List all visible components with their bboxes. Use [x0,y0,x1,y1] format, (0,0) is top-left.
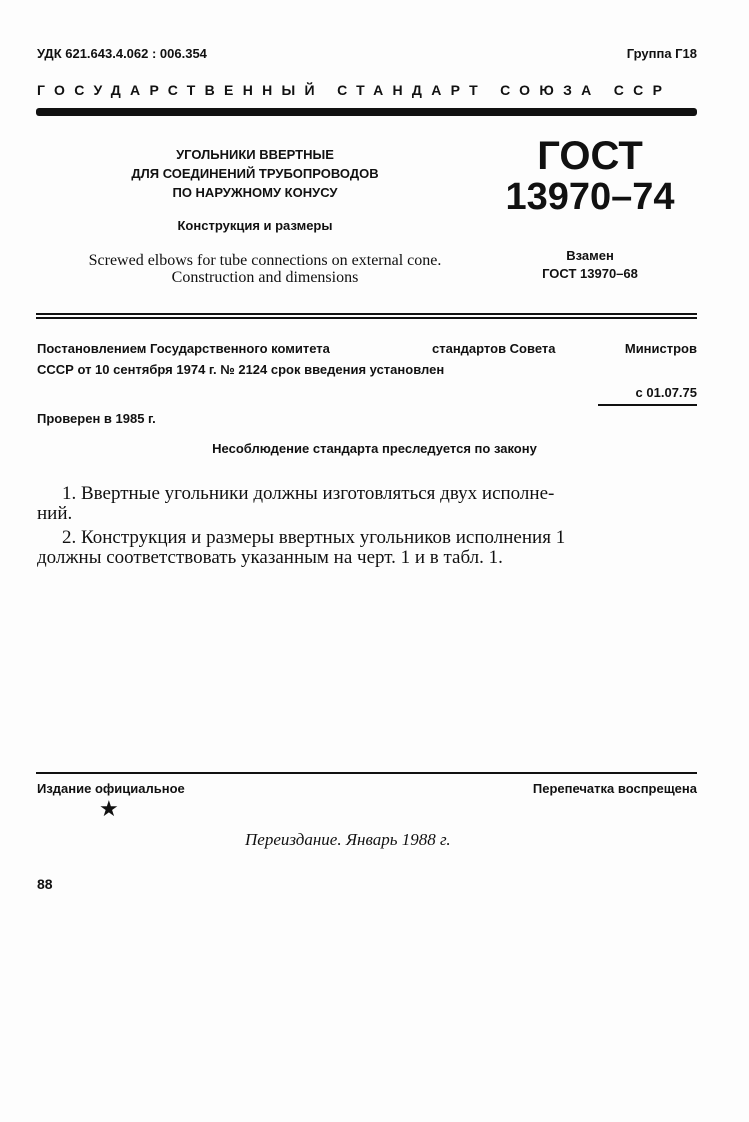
decree-part3: Министров [624,341,697,356]
double-rule-top [36,313,697,315]
gost-number: 13970–74 [505,176,675,218]
checked-note: Проверен в 1985 г. [37,411,156,426]
standard-banner: ГОСУДАРСТВЕННЫЙ СТАНДАРТ СОЮЗА ССР [37,82,672,98]
subtitle: Конструкция и размеры [177,218,333,233]
double-rule-bottom [36,317,697,319]
decree-line2: СССР от 10 сентября 1974 г. № 2124 срок введения установлен [37,362,445,377]
replaces-label: Взамен [566,248,614,263]
legal-warning: Несоблюдение стандарта преследуется по закону [212,441,537,456]
paragraph-2-cont: должны соответствовать указанным на черт. 1 и в табл. 1. [37,547,503,568]
paragraph-1-cont: ний. [37,503,73,524]
footer-rule [36,772,697,774]
reissue-note: Переиздание. Январь 1988 г. [245,830,451,849]
banner-rule [36,108,697,116]
udk-code: УДК 621.643.4.062 : 006.354 [37,46,207,61]
english-line: Construction and dimensions [171,269,359,286]
effective-date: с 01.07.75 [635,385,697,400]
official-edition: Издание официальное [37,781,185,796]
title-line: ДЛЯ СОЕДИНЕНИЙ ТРУБОПРОВОДОВ [131,166,379,181]
title [100,145,410,202]
date-underline [598,404,697,406]
english-title [40,252,490,286]
paragraph-1: 1. Ввертные угольники должны изготовляться двух исполне- [62,483,555,504]
title-line: УГОЛЬНИКИ ВВЕРТНЫЕ [176,147,334,162]
star-icon: ★ [99,796,119,821]
decree-part2: стандартов Совета [432,341,556,356]
english-line: Screwed elbows for tube connections on external cone. [88,252,442,269]
replaces-gost: ГОСТ 13970–68 [542,266,638,281]
page-number: 88 [37,876,53,892]
no-reprint: Перепечатка воспрещена [532,781,697,796]
title-line: ПО НАРУЖНОМУ КОНУСУ [172,185,338,200]
group-code: Группа Г18 [626,46,697,61]
paragraph-2: 2. Конструкция и размеры ввертных угольников исполнения 1 [62,527,566,548]
gost-label: ГОСТ [537,134,643,178]
decree-part1: Постановлением Государственного комитета [37,341,330,356]
